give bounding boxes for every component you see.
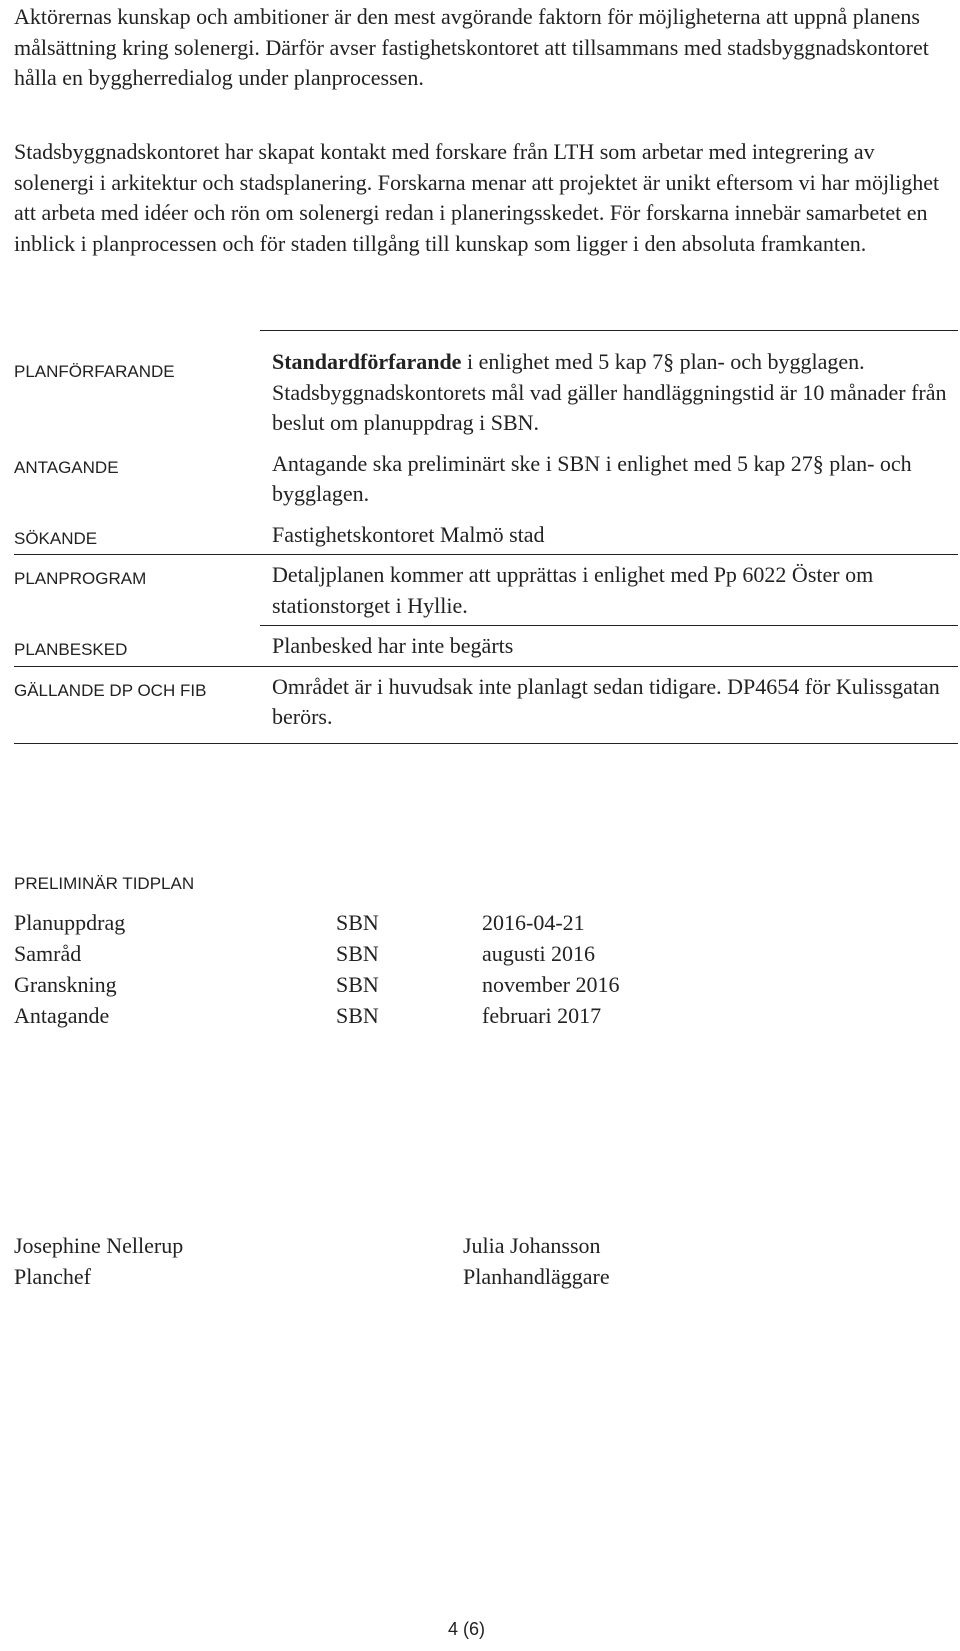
timeline-body: SBN [336,1003,379,1028]
table-top-rule [260,330,958,331]
timeline-row [14,1000,619,1031]
timeline-heading: PRELIMINÄR TIDPLAN [14,874,195,893]
signatory-title: Planchef [14,1264,91,1289]
timeline-step: Antagande [14,1003,110,1028]
row-label: PLANFÖRFARANDE [14,362,175,381]
timeline-step: Granskning [14,972,117,997]
row-divider [260,625,958,626]
table-row-planprogram [14,554,958,625]
timeline-body: SBN [336,972,379,997]
signatory-name: Julia Johansson [463,1233,601,1258]
row-value: Detaljplanen kommer att upprättas i enlighet med Pp 6022 Öster om stationstorget i Hyllie. [272,562,874,618]
page-number: 4 (6) [448,1619,486,1639]
row-value: Området är i huvudsak inte planlagt sedan tidigare. DP4654 för Kulissgatan berörs. [272,673,940,729]
timeline-date: februari 2017 [482,1003,602,1028]
table-row-gallande [14,666,958,737]
timeline-date: augusti 2016 [482,941,596,966]
signatory-title: Planhandläggare [463,1264,610,1289]
signatory-name: Josephine Nellerup [14,1233,184,1258]
row-label: PLANPROGRAM [14,569,147,588]
signature-left [14,1230,183,1292]
timeline-table [14,907,619,1031]
table-row-planforfarande [14,347,958,443]
timeline-date: 2016-04-21 [482,910,585,935]
timeline-body: SBN [336,941,379,966]
table-row-planbesked [14,625,958,666]
procedure-description: i enlighet med 5 kap 7§ plan- och bygglagen. Stadsbyggnadskontorets mål vad gäller handläggningstid är 10 månader från beslut om planuppdrag i SBN. [272,349,947,435]
timeline-step: Samråd [14,941,82,966]
row-value [272,347,958,443]
timeline-body: SBN [336,910,379,935]
timeline-row [14,969,619,1000]
signature-right [463,1230,610,1292]
row-value: Planbesked har inte begärts [272,633,514,658]
row-divider [14,554,958,555]
timeline-row [14,938,619,969]
timeline-step: Planuppdrag [14,910,126,935]
row-label: PLANBESKED [14,640,128,659]
row-label: GÄLLANDE DP OCH FIB [14,680,207,700]
row-value: Antagande ska preliminärt ske i SBN i enlighet med 5 kap 27§ plan- och bygglagen. [272,450,912,506]
table-row-sokande [14,514,958,555]
timeline-date: november 2016 [482,972,620,997]
research-paragraph: Stadsbyggnadskontoret har skapat kontakt med forskare från LTH som arbetar med integrering av solenergi i arkitektur och stadsplanering. Forskarna menar att projektet är unikt eftersom vi har möjlighet att arbeta med idéer och rön om solenergi redan i planeringsskedet. För forskarna innebär samarbetet en inblick i planprocessen och för staden tillgång till kunskap som ligger i den absoluta framkanten. [14,139,940,256]
table-bottom-rule [14,743,958,744]
intro-paragraph: Aktörernas kunskap och ambitioner är den mest avgörande faktorn för möjligheterna att uppnå planens målsättning kring solenergi. Därför avser fastighetskontoret att tillsammans med stadsbyggnadskontoret hålla en byggherredialog under planprocessen. [14,4,929,90]
table-row-antagande [14,443,958,514]
procedure-name: Standardförfarande [272,349,462,374]
timeline-row [14,907,619,938]
row-label: ANTAGANDE [14,457,119,477]
row-value: Fastighetskontoret Malmö stad [272,521,545,547]
row-divider [14,666,958,667]
plan-info-table [14,347,958,744]
row-label: SÖKANDE [14,528,98,548]
